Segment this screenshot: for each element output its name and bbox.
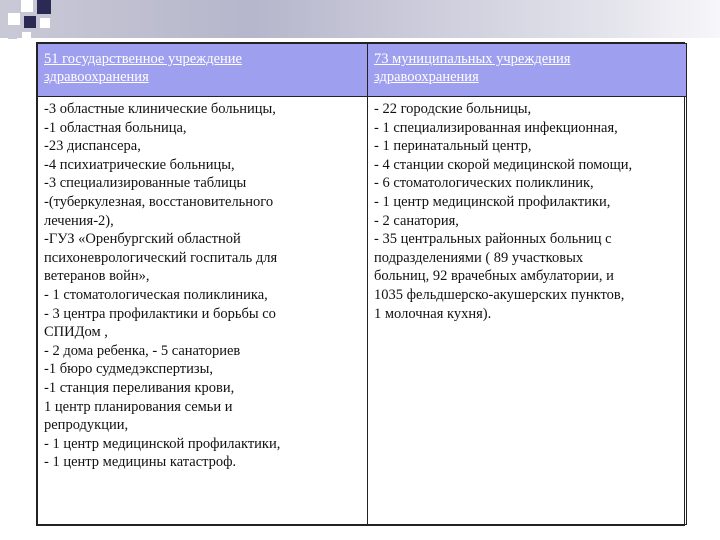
municipal-institution-line: - 1 центр медицинской профилактики,: [374, 193, 611, 210]
header-municipal-text: [374, 50, 680, 86]
municipal-institutions-cell: [368, 97, 687, 525]
state-institution-line: -3 специализированные таблицы: [44, 175, 247, 192]
header-state-text: [44, 50, 361, 86]
municipal-institution-line: - 1 перинатальный центр,: [374, 138, 532, 155]
municipal-institution-line: 1 молочная кухня).: [374, 305, 492, 322]
header-municipal-line: здравоохранения: [374, 69, 479, 85]
table-header-row: [38, 44, 687, 97]
municipal-institution-line: 1035 фельдшерско-акушерских пунктов,: [374, 286, 625, 303]
state-institution-line: - 1 центр медицины катастроф.: [44, 454, 237, 471]
state-institution-line: - 1 стоматологическая поликлиника,: [44, 286, 268, 303]
state-institution-line: -ГУЗ «Оренбургский областной: [44, 231, 241, 248]
state-institution-line: -4 психиатрические больницы,: [44, 156, 235, 173]
state-institution-line: СПИДом ,: [44, 324, 108, 341]
state-institution-line: -1 станция переливания крови,: [44, 379, 235, 396]
header-state-line: здравоохранения: [44, 69, 149, 85]
state-institution-line: психоневрологический госпиталь для: [44, 249, 278, 266]
municipal-institution-line: - 2 санатория,: [374, 212, 459, 229]
state-institution-line: -(туберкулезная, восстановительного: [44, 193, 274, 210]
municipal-institution-line: - 35 центральных районных больниц с: [374, 231, 612, 248]
header-municipal-line: 73 муниципальных учреждения: [374, 51, 571, 67]
municipal-institution-line: - 1 специализированная инфекционная,: [374, 119, 618, 136]
municipal-institution-line: - 6 стоматологических поликлиник,: [374, 175, 594, 192]
state-institution-line: лечения-2),: [44, 212, 114, 229]
municipal-institution-line: подразделениями ( 89 участковых: [374, 249, 584, 266]
state-institution-line: 1 центр планирования семьи и: [44, 398, 233, 415]
healthcare-institutions-table: [36, 42, 685, 526]
municipal-institution-line: - 4 станции скорой медицинской помощи,: [374, 156, 633, 173]
table-body-row: [38, 97, 687, 525]
state-institution-line: -1 бюро судмедэкспертизы,: [44, 361, 213, 378]
state-institution-line: -23 диспансера,: [44, 138, 141, 155]
municipal-institutions-list: [374, 100, 680, 323]
header-state-line: 51 государственное учреждение: [44, 51, 242, 67]
state-institution-line: ветеранов войн»,: [44, 268, 150, 285]
state-institution-line: -3 областные клинические больницы,: [44, 101, 276, 117]
state-institutions-cell: [38, 97, 368, 525]
state-institution-line: - 3 центра профилактики и борьбы со: [44, 305, 276, 322]
state-institution-line: - 2 дома ребенка, - 5 санаториев: [44, 342, 241, 359]
state-institution-line: - 1 центр медицинской профилактики,: [44, 435, 281, 452]
municipal-institution-line: больниц, 92 врачебных амбулатории, и: [374, 268, 614, 285]
state-institution-line: -1 областная больница,: [44, 119, 187, 136]
header-cell-state: [38, 44, 368, 97]
state-institution-line: репродукции,: [44, 417, 129, 434]
state-institutions-list: [44, 100, 361, 472]
municipal-institution-line: - 22 городские больницы,: [374, 101, 532, 117]
header-cell-municipal: [368, 44, 687, 97]
